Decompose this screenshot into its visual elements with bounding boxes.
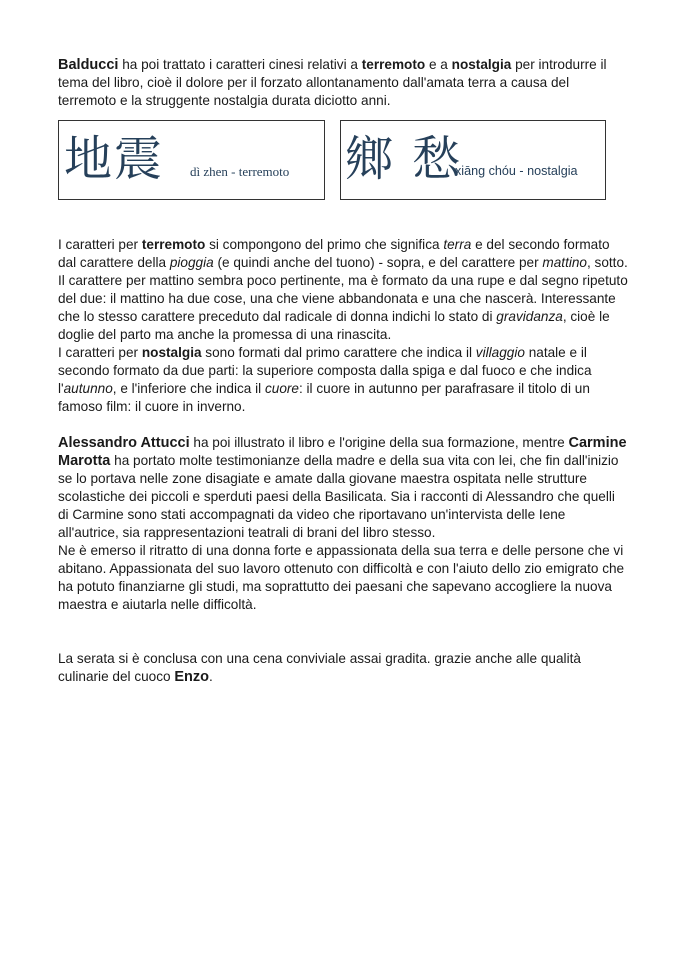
text-run: Ne è emerso il ritratto di una donna forte e appassionata della sua terra e delle persone che vi abitano. Appassionata del suo lavoro ottenuto con difficoltà e con l'aiuto dello zio emigrato che ha potuto finanziarne gli studi, ma soprattutto dei paesani che sapevano accogliere la nuova maestra e aiutarla nelle difficoltà. bbox=[58, 543, 625, 612]
italic-villaggio: villaggio bbox=[475, 345, 525, 360]
document-page bbox=[58, 56, 628, 686]
nostalgia-paragraph bbox=[58, 344, 628, 416]
ritratto-paragraph bbox=[58, 542, 628, 614]
intro-paragraph bbox=[58, 56, 628, 110]
keyword-terremoto: terremoto bbox=[141, 237, 206, 252]
name-carmine-marotta: Carmine Marotta bbox=[58, 435, 627, 469]
text-run: ha poi illustrato il libro e l'origine della sua formazione, mentre bbox=[189, 435, 569, 450]
intro-text-2: e a bbox=[425, 57, 452, 72]
italic-gravidanza: gravidanza bbox=[496, 309, 563, 324]
nostalgia-pinyin: xiāng chóu - nostalgia bbox=[455, 164, 578, 178]
text-run: I caratteri per bbox=[58, 237, 142, 252]
terremoto-pinyin: dì zhen - terremoto bbox=[190, 164, 290, 179]
name-alessandro-attucci: Alessandro Attucci bbox=[58, 435, 190, 451]
italic-mattino: mattino bbox=[542, 255, 587, 270]
terremoto-character-box bbox=[58, 120, 325, 200]
text-run: sono formati dal primo carattere che indica il bbox=[201, 345, 476, 360]
text-run: , sotto. Il carattere per mattino sembra poco pertinente, ma è formato da una rupe e dal segno ripetuto del due: il mattino ha due cose, una che viene abbandonata e una che nascerà. Interessante che lo stesso carattere preceduto dal radicale di donna indichi lo stato di bbox=[58, 255, 628, 324]
closing-paragraph bbox=[58, 650, 628, 686]
nostalgia-character-box bbox=[340, 120, 606, 200]
intro-text-3: per introdurre il tema del libro, cioè il dolore per il forzato allontanamento dall'amata terra a causa del terremoto e la struggente nostalgia durata diciotto anni. bbox=[58, 57, 607, 108]
italic-pioggia: pioggia bbox=[169, 255, 214, 270]
keyword-terremoto: terremoto bbox=[361, 57, 426, 72]
spacer bbox=[58, 614, 628, 650]
chinese-characters-figures bbox=[58, 120, 628, 204]
text-run: natale e il secondo formato da due parti: la superiore composta dalla spiga e dal fuoco e che indica l' bbox=[58, 345, 592, 396]
text-run: I caratteri per bbox=[58, 345, 142, 360]
intro-text-1: ha poi trattato i caratteri cinesi relativi a bbox=[118, 57, 362, 72]
italic-cuore: cuore bbox=[264, 381, 299, 396]
text-run: , cioè le doglie del parto ma anche la promessa di una rinascita. bbox=[58, 309, 610, 342]
nostalgia-hanzi: 鄉 愁 bbox=[345, 131, 463, 187]
attucci-paragraph bbox=[58, 434, 628, 542]
text-run: La serata si è conclusa con una cena conviviale assai gradita. grazie anche alle qualità culinarie del cuoco bbox=[58, 651, 581, 684]
italic-autunno: autunno bbox=[63, 381, 113, 396]
name-enzo: Enzo bbox=[174, 669, 210, 685]
italic-terra: terra bbox=[443, 237, 472, 252]
spacer bbox=[58, 416, 628, 434]
text-run: e del secondo formato dal carattere della bbox=[58, 237, 610, 270]
text-run: . bbox=[209, 669, 213, 684]
terremoto-hanzi: 地震 bbox=[64, 131, 165, 187]
text-run: (e quindi anche del tuono) - sopra, e del carattere per bbox=[213, 255, 543, 270]
text-run: si compongono del primo che significa bbox=[205, 237, 444, 252]
keyword-nostalgia: nostalgia bbox=[141, 345, 202, 360]
text-run: , e l'inferiore che indica il bbox=[112, 381, 265, 396]
name-balducci: Balducci bbox=[58, 57, 119, 73]
text-run: ha portato molte testimonianze della madre e della sua vita con lei, che fin dall'inizio se lo portava nelle zone disagiate e amate dalla giovane maestra ospitata nelle strutture scolastiche dei piccoli e sperduti paesi della Basilicata. Sia i racconti di Alessandro che quelli di Carmine sono stati accompagnati da video che riportavano un'intervista delle Iene all'autrice, sia rappresentazioni teatrali di brani del libro stesso. bbox=[58, 453, 619, 540]
keyword-nostalgia: nostalgia bbox=[451, 57, 512, 72]
text-run: : il cuore in autunno per parafrasare il titolo di un famoso film: il cuore in inverno. bbox=[58, 381, 590, 414]
terremoto-paragraph bbox=[58, 236, 628, 344]
